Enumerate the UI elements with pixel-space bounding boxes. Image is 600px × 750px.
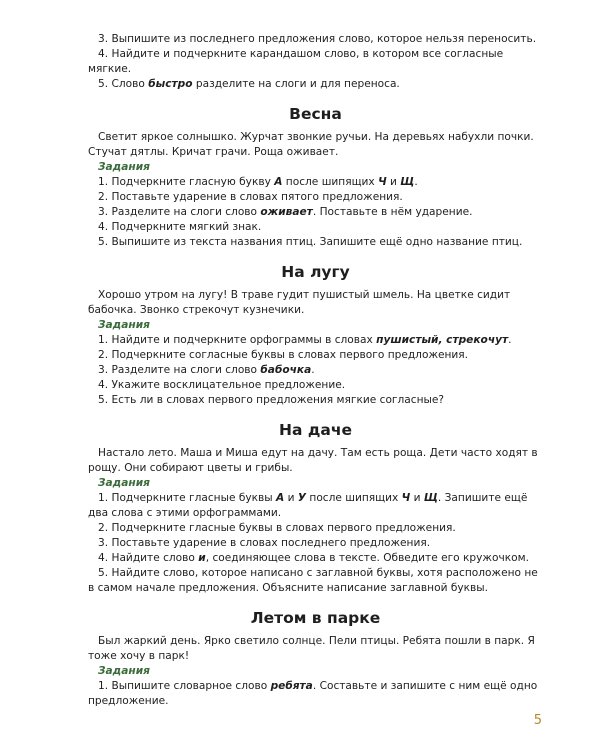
section-title-letom: Летом в парке: [250, 609, 381, 627]
task-item: 2. Подчеркните согласные буквы в словах первого предложения.: [98, 349, 469, 361]
task-item: 4. Укажите восклицательное предложение.: [98, 379, 346, 391]
task-item: 1. Выпишите словарное слово ребята. Составьте и запишите с ним ещё одно предложение.: [88, 680, 538, 707]
task-item: 5. Есть ли в словах первого предложения мягкие согласные?: [98, 394, 445, 406]
section-text-na-dache: Настало лето. Маша и Миша едут на дачу. Там есть роща. Дети часто ходят в рощу. Они собирают цветы и грибы.: [88, 447, 538, 474]
tasks-label: Задания: [98, 477, 150, 489]
tasks-label: Задания: [98, 665, 150, 677]
section-text-letom: Был жаркий день. Ярко светило солнце. Пели птицы. Ребята пошли в парк. Я тоже хочу в парк!: [88, 635, 535, 662]
tasks-label: Задания: [98, 161, 150, 173]
task-item: 3. Разделите на слоги слово бабочка.: [98, 364, 315, 376]
task-item: 2. Поставьте ударение в словах пятого предложения.: [98, 191, 403, 203]
task-item: 4. Подчеркните мягкий знак.: [98, 221, 262, 233]
page-number: 5: [533, 713, 542, 728]
section-text-na-lugu: Хорошо утром на лугу! В траве гудит пушистый шмель. На цветке сидит бабочка. Звонко стрекочут кузнечики.: [88, 289, 511, 316]
task-item: 1. Подчеркните гласные буквы А и У после шипящих Ч и Щ. Запишите ещё два слова с этими орфограммами.: [88, 492, 528, 519]
section-title-vesna: Весна: [289, 105, 342, 123]
intro-task-5: 5. Слово быстро разделите на слоги и для переноса.: [98, 78, 400, 90]
section-title-na-lugu: На лугу: [281, 263, 350, 281]
tasks-label: Задания: [98, 319, 150, 331]
task-item: 1. Подчеркните гласную букву А после шипящих Ч и Щ.: [98, 176, 418, 188]
task-item: 4. Найдите слово и, соединяющее слова в тексте. Обведите его кружочком.: [98, 552, 529, 564]
intro-task-4: 4. Найдите и подчеркните карандашом слово, в котором все согласные мягкие.: [88, 48, 504, 75]
section-title-na-dache: На даче: [279, 421, 352, 439]
task-item: 2. Подчеркните гласные буквы в словах первого предложения.: [98, 522, 456, 534]
task-item: 1. Найдите и подчеркните орфограммы в словах пушистый, стрекочут.: [98, 334, 512, 346]
task-item: 5. Найдите слово, которое написано с заглавной буквы, хотя расположено не в самом начале предложения. Объясните написание заглавной буквы.: [88, 567, 538, 594]
task-item: 3. Разделите на слоги слово оживает. Поставьте в нём ударение.: [98, 206, 473, 218]
task-item: 5. Выпишите из текста названия птиц. Запишите ещё одно название птиц.: [98, 236, 523, 248]
section-text-vesna: Светит яркое солнышко. Журчат звонкие ручьи. На деревьях набухли почки. Стучат дятлы. Кричат грачи. Роща оживает.: [88, 131, 534, 158]
task-item: 3. Поставьте ударение в словах последнего предложения.: [98, 537, 431, 549]
page-content: [88, 32, 543, 709]
intro-task-3: 3. Выпишите из последнего предложения слово, которое нельзя переносить.: [98, 33, 537, 45]
